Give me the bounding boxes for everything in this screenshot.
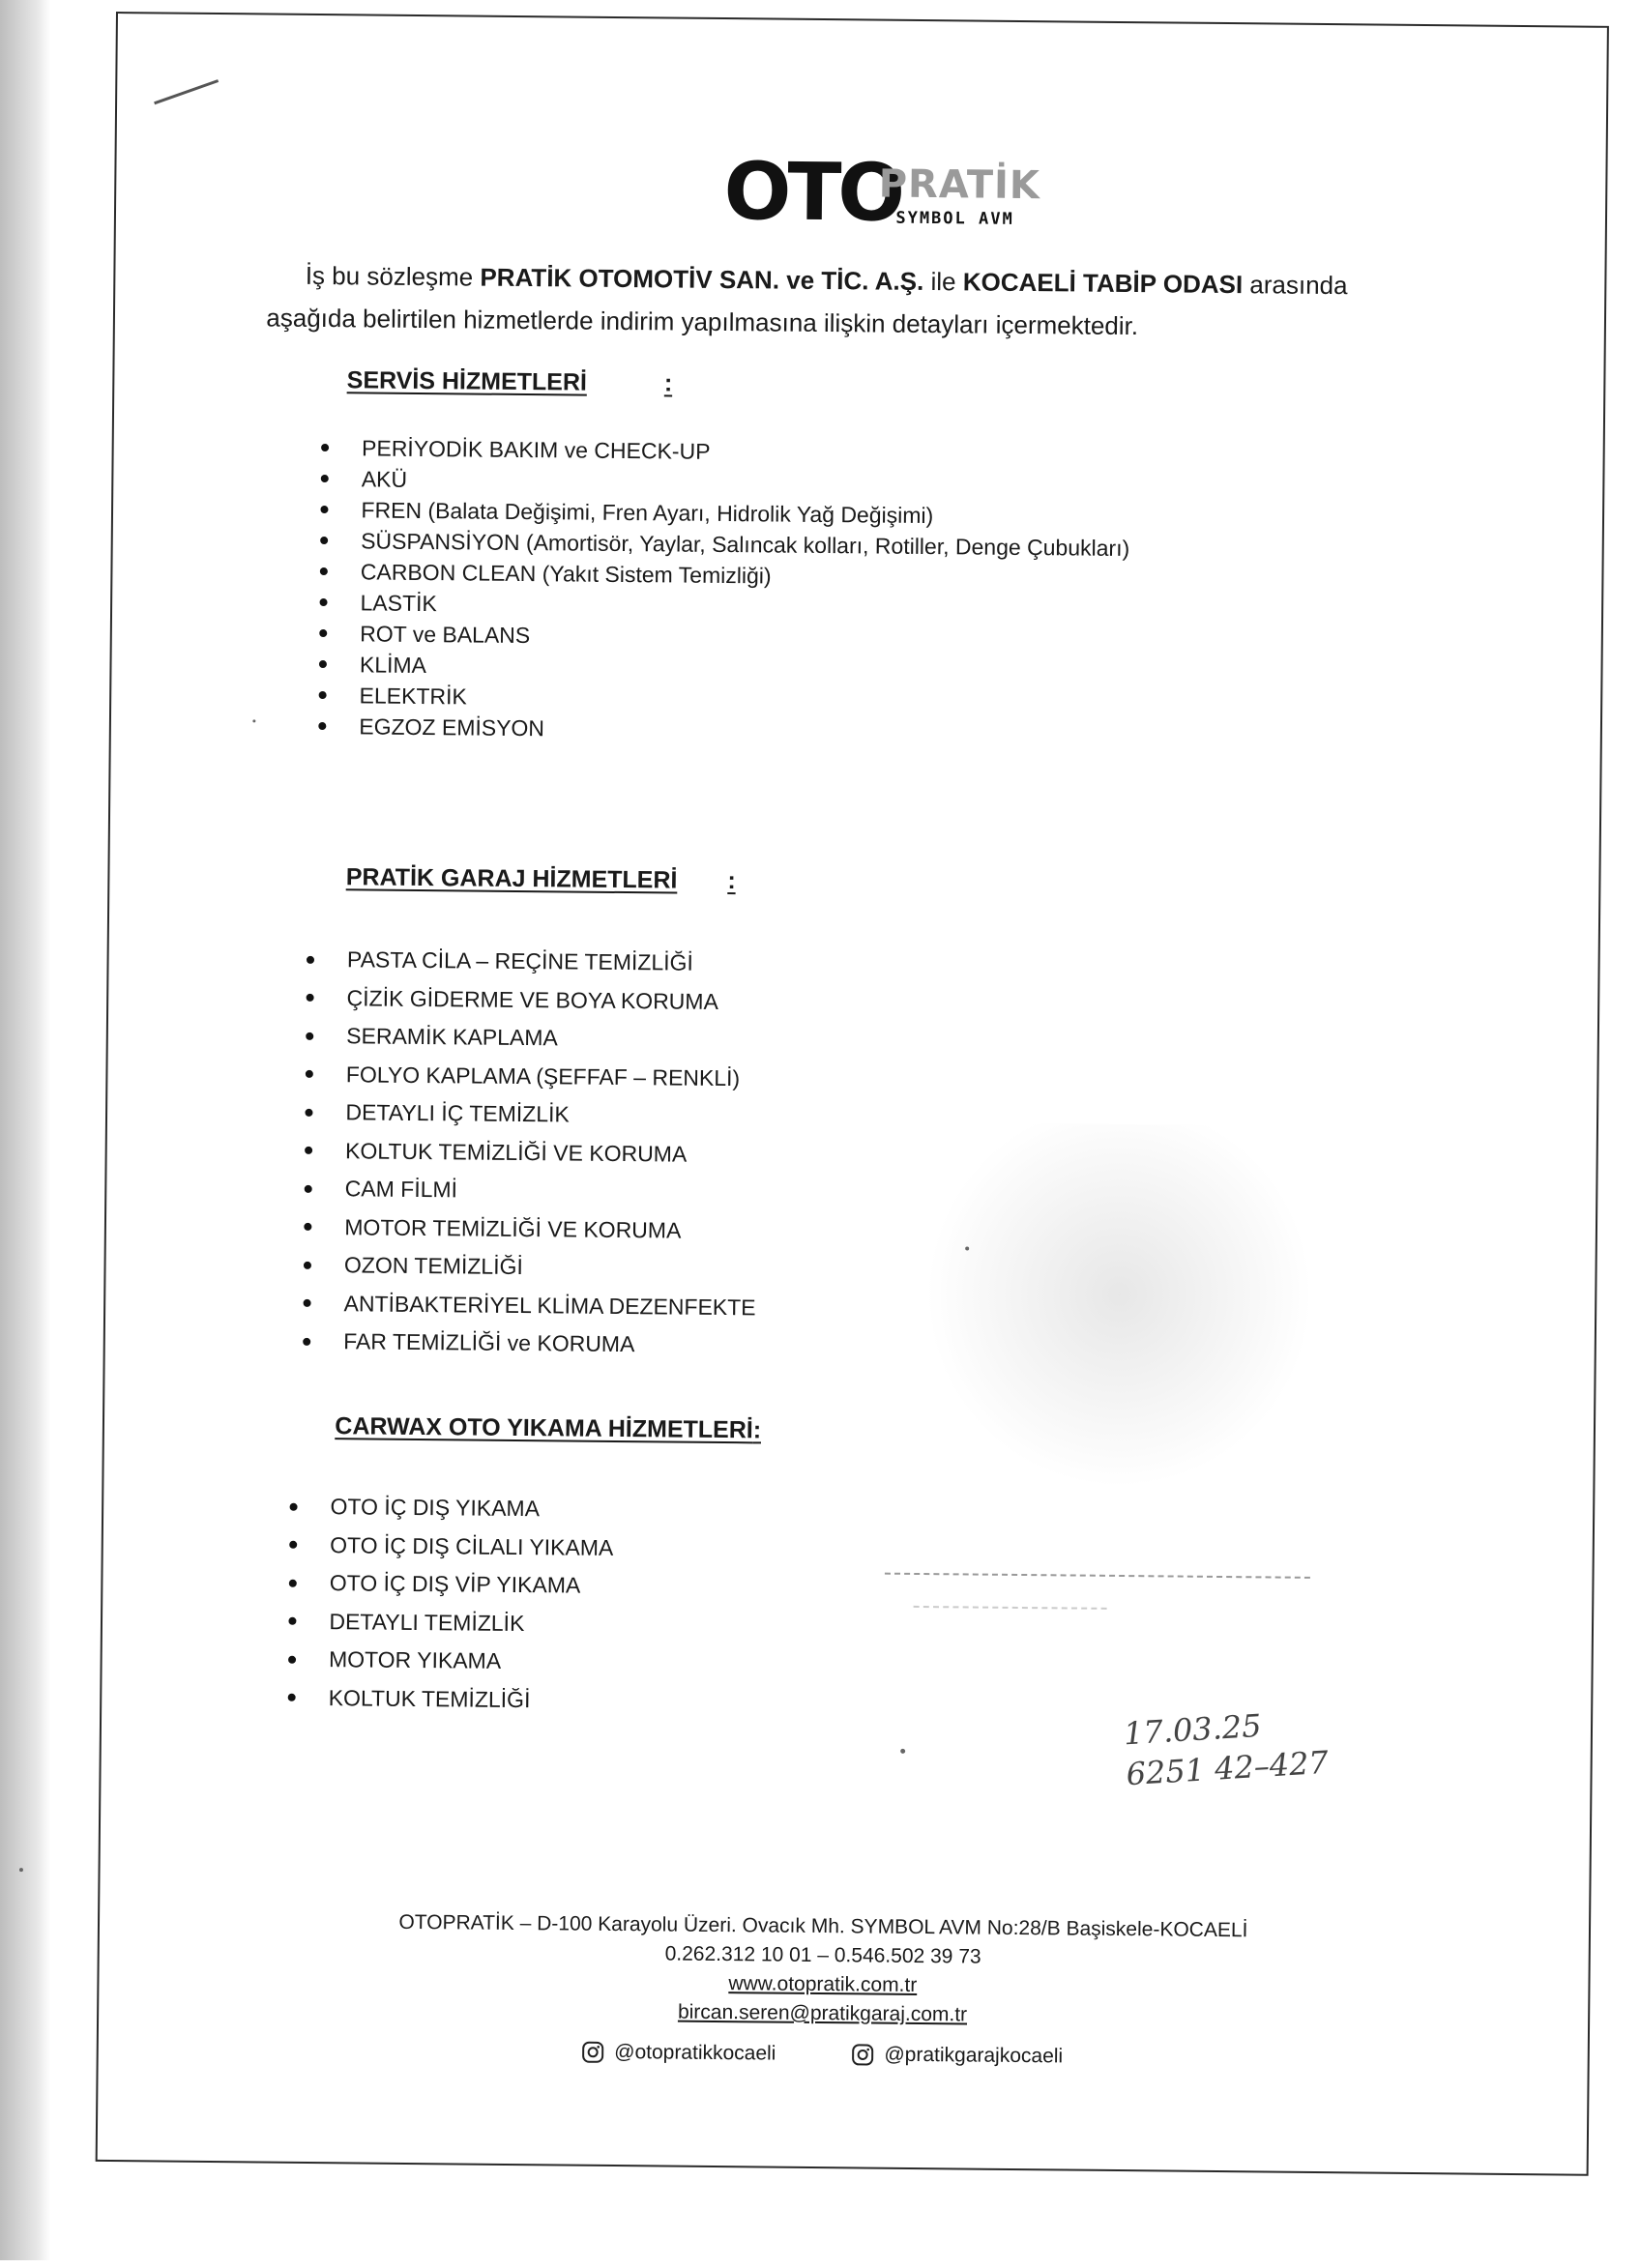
list-item: LASTİK [319,587,1128,625]
faded-stamp-line [914,1606,1107,1610]
list-item: EGZOZ EMİSYON [318,711,1128,749]
list-item: CAM FİLMİ [305,1170,757,1212]
list-item: KLİMA [319,649,1128,687]
list-item: PERİYODİK BAKIM ve CHECK-UP [321,432,1130,471]
handwritten-date: 17.03.25 [1123,1706,1263,1753]
party-2: KOCAELİ TABİP ODASI [962,267,1244,300]
instagram-handle: @pratikgarajkocaeli [884,2043,1064,2068]
garaj-list [303,941,759,1365]
list-item: OTO İÇ DIŞ CİLALI YIKAMA [289,1526,614,1567]
faded-stamp-line [885,1573,1310,1579]
handwritten-note [1123,1701,1330,1794]
intro-text: ile [923,266,963,297]
scan-speck [252,719,255,722]
list-item: ÇİZİK GİDERME VE BOYA KORUMA [306,978,758,1021]
list-item: FOLYO KAPLAMA (ŞEFFAF – RENKLİ) [306,1055,758,1097]
list-item: MOTOR TEMİZLİĞİ VE KORUMA [304,1207,756,1250]
list-item: OZON TEMİZLİĞİ [304,1246,756,1289]
social-handles [396,2036,1247,2073]
scan-speck [900,1749,905,1754]
list-item: FAR TEMİZLİĞİ ve KORUMA [303,1323,755,1365]
intro-text: İş bu sözleşme [305,260,481,292]
list-item: DETAYLI TEMİZLİK [288,1602,613,1643]
list-item: KOLTUK TEMİZLİĞİ VE KORUMA [305,1131,757,1174]
intro-text: arasında [1243,270,1348,301]
party-1: PRATİK OTOMOTİV SAN. ve TİC. A.Ş. [480,262,924,296]
intro-line-2: aşağıda belirtilen hizmetlerde indirim yapılmasına ilişkin detayları içermektedir. [266,303,1139,341]
list-item: SÜSPANSİYON (Amortisör, Yaylar, Salıncak kolları, Rotiller, Denge Çubukları) [320,525,1129,564]
list-item: OTO İÇ DIŞ YIKAMA [289,1488,614,1529]
footer-address: OTOPRATİK – D-100 Karayolu Üzeri. Ovacık Mh. SYMBOL AVM No:28/B Başiskele-KOCAELİ [398,1910,1248,1942]
list-item: FREN (Balata Değişimi, Fren Ayarı, Hidrolik Yağ Değişimi) [320,494,1129,533]
section-title-text: PRATİK GARAJ HİZMETLERİ [345,863,678,894]
handwritten-number: 6251 42–427 [1125,1743,1330,1793]
servis-list [318,432,1130,749]
section-title-garaj [346,863,736,895]
footer-website-link[interactable]: www.otopratik.com.tr [728,1972,918,1996]
list-item: ROT ve BALANS [319,618,1128,656]
instagram-icon [851,2043,874,2066]
list-item: AKÜ [321,463,1130,502]
list-item: CARBON CLEAN (Yakıt Sistem Temizliği) [320,556,1129,595]
footer-contact [396,1908,1249,2073]
list-item: KOLTUK TEMİZLİĞİ [287,1678,612,1720]
logo-brand: OTO [723,145,902,240]
scan-speck [19,1868,23,1872]
section-title-text: CARWAX OTO YIKAMA HİZMETLERİ [335,1412,753,1444]
pencil-stroke [154,79,219,104]
footer-email-link[interactable]: bircan.seren@pratikgaraj.com.tr [677,2000,968,2026]
scan-speck [965,1246,969,1250]
list-item: ELEKTRİK [318,680,1128,718]
list-item: SERAMİK KAPLAMA [306,1017,758,1060]
list-item: OTO İÇ DIŞ VİP YIKAMA [289,1564,614,1606]
footer-phones: 0.262.312 10 01 – 0.546.502 39 73 [664,1942,981,1968]
section-title-text: SERVİS HİZMETLERİ [346,366,588,396]
list-item: PASTA CİLA – REÇİNE TEMİZLİĞİ [307,941,759,983]
logo-sub-brand: PRATİK [878,161,1041,209]
social-instagram-2[interactable] [851,2040,1063,2071]
instagram-icon [581,2041,604,2064]
list-item: MOTOR YIKAMA [288,1641,613,1682]
list-item: ANTİBAKTERİYEL KLİMA DEZENFEKTE [303,1284,755,1326]
section-colon: : [727,867,736,895]
intro-paragraph [266,253,1379,349]
oto-pratik-logo [723,145,1053,240]
logo-tagline: SYMBOL AVM [895,208,1014,229]
instagram-handle: @otopratikkocaeli [614,2040,776,2065]
carwax-list [287,1488,613,1720]
section-colon: : [752,1416,762,1444]
list-item: DETAYLI İÇ TEMİZLİK [305,1093,757,1136]
scan-noise [923,1122,1314,1552]
section-colon: : [663,369,673,397]
social-instagram-1[interactable] [581,2038,776,2069]
section-title-servis [347,366,673,397]
section-title-carwax [335,1412,761,1444]
